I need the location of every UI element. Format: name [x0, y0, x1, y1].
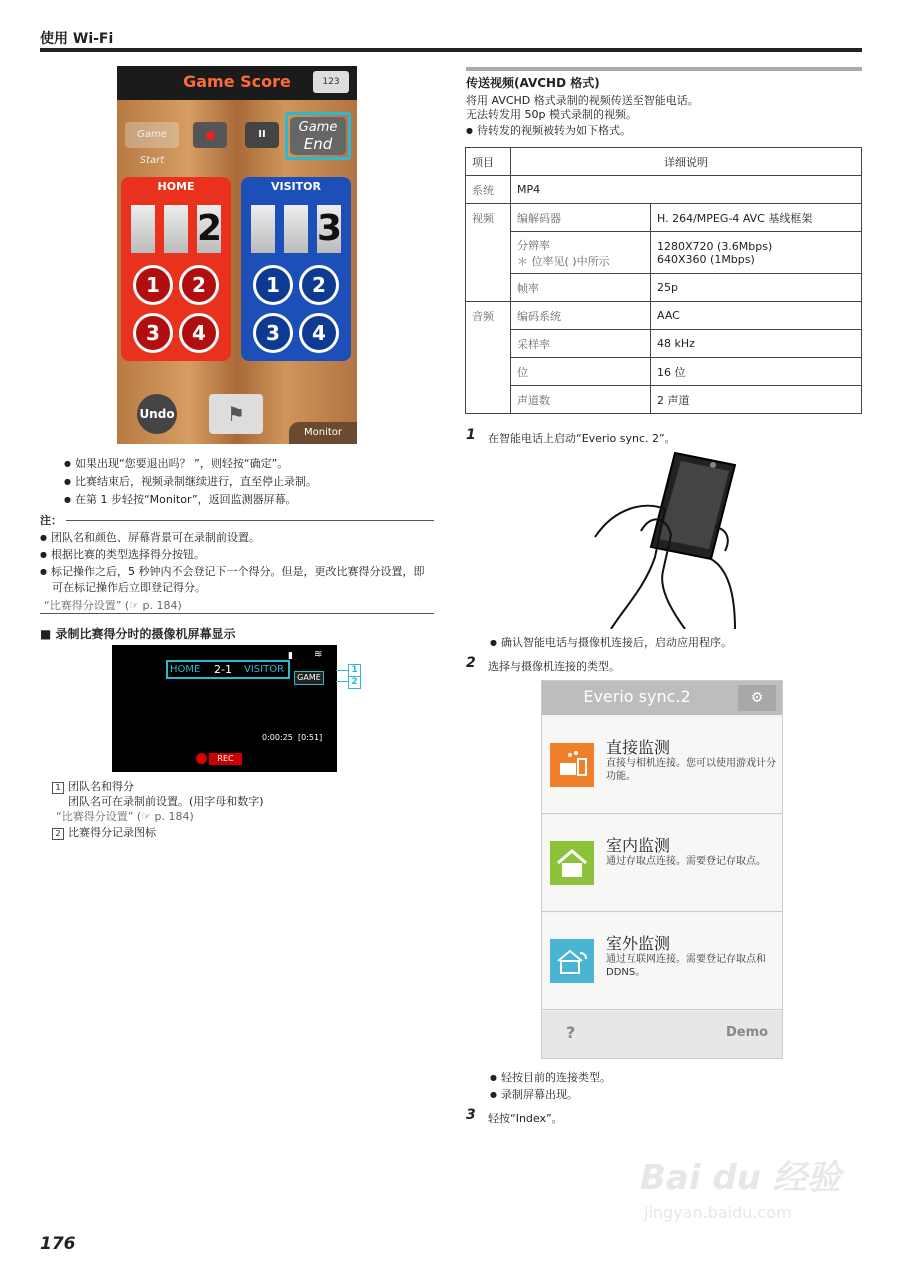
- home-score-button-4[interactable]: 4: [179, 313, 219, 353]
- game-score-title: Game Score: [183, 72, 291, 91]
- legend-link[interactable]: “比赛得分设置” (☞ p. 184): [56, 810, 194, 823]
- cell-value: 2 声道: [651, 386, 862, 414]
- battery-icon: ▮: [288, 651, 293, 661]
- visitor-digit-blank: [284, 205, 308, 253]
- visitor-digit-blank: [251, 205, 275, 253]
- step-bullet: ● 确认智能电话与摄像机连接后，启动应用程序。: [490, 634, 732, 652]
- callout-2: 2: [348, 676, 361, 689]
- cell-label: 音频: [466, 302, 511, 414]
- cell-value: 48 kHz: [651, 330, 862, 358]
- outdoor-monitor-option[interactable]: [542, 913, 782, 1010]
- option-title: 直接监测: [606, 738, 671, 757]
- note-item: ● 根据比赛的类型选择得分按钮。: [40, 546, 205, 564]
- cam-home-label: HOME: [170, 664, 201, 675]
- note-rule-bottom: [40, 613, 434, 614]
- page-number: 176: [40, 1234, 76, 1254]
- everio-title: Everio sync.2: [583, 687, 691, 706]
- step-text: 轻按“Index”。: [488, 1112, 563, 1125]
- game-end-label-1: Game: [298, 120, 338, 135]
- left-bullet: ● 如果出现“您要退出吗？ ”，则轻按“确定”。: [64, 455, 288, 473]
- step-text: 在智能电话上启动“Everio sync. 2”。: [488, 432, 676, 445]
- legend-num: 2: [52, 828, 64, 840]
- cell-value: H. 264/MPEG-4 AVC 基线框架: [651, 204, 862, 232]
- demo-button[interactable]: Demo: [726, 1025, 769, 1040]
- th-item: 项目: [466, 148, 511, 176]
- note-rule-top: [66, 520, 434, 521]
- cell-label: 视频: [466, 204, 511, 302]
- watermark-logo: Bai du 经验: [640, 1158, 841, 1198]
- home-team-label: HOME: [157, 180, 195, 193]
- intro-line: 无法转发用 50p 模式录制的视频。: [466, 108, 637, 121]
- step-text: 选择与摄像机连接的类型。: [488, 660, 620, 673]
- step-bullet: ● 录制屏幕出现。: [490, 1086, 578, 1104]
- cell-label: 系统: [466, 176, 511, 204]
- callout-1: 1: [348, 664, 361, 677]
- left-bullet: ● 比赛结束后，视频录制继续进行，直至停止录制。: [64, 473, 317, 491]
- game-start-button[interactable]: Game Start: [125, 122, 179, 148]
- cam-score: 2-1: [214, 663, 232, 676]
- home-digit-blank: [164, 205, 188, 253]
- legend-num: 1: [52, 782, 64, 794]
- help-button[interactable]: ?: [566, 1023, 576, 1042]
- option-desc: 直接与相机连接。您可以使用游戏计分功能。: [606, 758, 776, 782]
- option-desc: 通过互联网连接。需要登记存取点和DDNS。: [606, 954, 766, 978]
- cam-timecode: 0:00:25: [262, 733, 293, 742]
- option-title: 室内监测: [606, 836, 671, 855]
- section-title-avchd: 传送视频(AVCHD 格式): [466, 67, 862, 91]
- visitor-score-digit: 3: [317, 205, 341, 253]
- cam-remaining: [0:51]: [298, 733, 323, 742]
- visitor-score-button-2[interactable]: 2: [299, 265, 339, 305]
- flag-button[interactable]: [209, 394, 263, 434]
- visitor-score-button-1[interactable]: 1: [253, 265, 293, 305]
- gear-icon[interactable]: ⚙: [738, 685, 776, 711]
- res-value: 1280X720 (3.6Mbps): [657, 239, 773, 253]
- hand-holding-phone-illustration: [585, 447, 755, 629]
- cell-value: MP4: [511, 176, 862, 204]
- home-score-digit: 2: [197, 205, 221, 253]
- game-end-label-2: End: [303, 135, 333, 153]
- wifi-icon: ≋: [314, 649, 323, 660]
- intro-line: 将用 AVCHD 格式录制的视频传送至智能电话。: [466, 94, 699, 107]
- legend-title: 比赛得分记录图标: [68, 826, 156, 839]
- game-end-button[interactable]: [290, 117, 346, 155]
- cell-value: 25p: [651, 274, 862, 302]
- visitor-score-button-4[interactable]: 4: [299, 313, 339, 353]
- cell-value: AAC: [651, 302, 862, 330]
- intro-bullet: ● 待转发的视频被转为如下格式。: [466, 122, 631, 140]
- rec-badge: REC: [209, 753, 242, 765]
- visitor-score-button-3[interactable]: 3: [253, 313, 293, 353]
- home-score-button-3[interactable]: 3: [133, 313, 173, 353]
- cell-value: [651, 232, 862, 274]
- pause-button[interactable]: II: [245, 122, 279, 148]
- step-bullet: ● 轻按目前的连接类型。: [490, 1069, 611, 1087]
- page-header-title: 使用 Wi-Fi: [40, 31, 114, 47]
- everio-sync-screenshot: [541, 680, 783, 1059]
- game-record-icon: GAME: [294, 671, 324, 685]
- game-score-screenshot: [117, 66, 357, 444]
- undo-button[interactable]: Undo: [137, 394, 177, 434]
- cell-label: 位: [511, 358, 651, 386]
- cell-value: 16 位: [651, 358, 862, 386]
- cell-label: 编码系统: [511, 302, 651, 330]
- score-settings-icon[interactable]: 123: [313, 71, 349, 93]
- option-desc: 通过存取点连接。需要登记存取点。: [606, 856, 766, 867]
- header-rule: [40, 48, 862, 52]
- note-item: ● 标记操作之后，5 秒钟内不会登记下一个得分。但是，更改比赛得分设置，即: [40, 563, 424, 581]
- cell-label: [511, 232, 651, 274]
- res-label: 分辨率: [517, 238, 550, 252]
- camera-screen: [112, 645, 337, 772]
- note-item-cont: 可在标记操作后立即登记得分。: [52, 581, 206, 594]
- step-number: 2: [466, 655, 476, 671]
- note-item: ● 团队名和颜色、屏幕背景可在录制前设置。: [40, 529, 260, 547]
- flag-icon: ⚑: [227, 402, 245, 426]
- home-digit-blank: [131, 205, 155, 253]
- home-score-button-1[interactable]: 1: [133, 265, 173, 305]
- direct-camera-icon: [550, 743, 594, 787]
- record-dot-icon: [206, 131, 215, 140]
- outdoor-house-icon: [550, 939, 594, 983]
- res-value: 640X360 (1Mbps): [657, 252, 755, 266]
- step-number: 3: [466, 1107, 476, 1123]
- res-label-note: ＊ 位率见( )中所示: [517, 254, 610, 268]
- monitor-button[interactable]: Monitor: [289, 422, 357, 444]
- callout-line-2: [336, 681, 348, 682]
- legend-title: 团队名和得分: [68, 780, 134, 793]
- left-bullet: ● 在第 1 步轻按“Monitor”，返回监测器屏幕。: [64, 491, 297, 509]
- rec-dot-icon: [196, 753, 207, 764]
- note-link[interactable]: “比赛得分设置” (☞ p. 184): [44, 599, 182, 612]
- everio-footer: [542, 1011, 782, 1058]
- direct-monitor-option[interactable]: [542, 717, 782, 814]
- visitor-team-panel: [241, 177, 351, 361]
- watermark-url: jingyan.baidu.com: [644, 1203, 792, 1222]
- home-score-button-2[interactable]: 2: [179, 265, 219, 305]
- cell-label: 声道数: [511, 386, 651, 414]
- note-label: 注：: [40, 514, 62, 527]
- legend-item-2: [52, 824, 156, 841]
- legend-desc: 团队名可在录制前设置。(用字母和数字): [68, 795, 264, 808]
- cell-label: 编解码器: [511, 204, 651, 232]
- cell-label: 帧率: [511, 274, 651, 302]
- indoor-house-icon: [550, 841, 594, 885]
- callout-line-1: [336, 670, 348, 671]
- cell-label: 采样率: [511, 330, 651, 358]
- visitor-team-label: VISITOR: [271, 180, 321, 193]
- format-table: [465, 147, 862, 414]
- baidu-watermark: [640, 1150, 860, 1250]
- step-number: 1: [466, 427, 476, 443]
- camera-section-title: ■ 录制比赛得分时的摄像机屏幕显示: [40, 627, 236, 641]
- cam-visitor-label: VISITOR: [244, 664, 285, 675]
- option-title: 室外监测: [606, 934, 671, 953]
- indoor-monitor-option[interactable]: [542, 815, 782, 912]
- home-team-panel: [121, 177, 231, 361]
- th-detail: 详细说明: [511, 148, 862, 176]
